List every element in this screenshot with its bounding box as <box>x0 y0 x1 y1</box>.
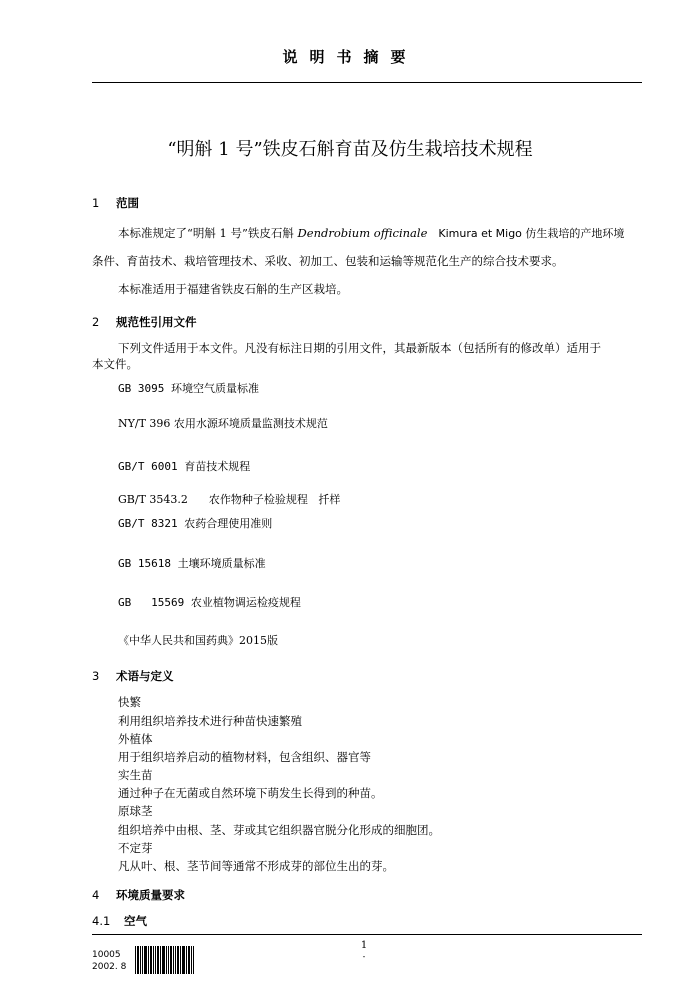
section-number: 1 <box>92 196 100 210</box>
term-definition: 利用组织培养技术进行种苗快速繁殖 <box>118 714 302 728</box>
ref-item: GB/T 6001 育苗技术规程 <box>118 460 251 473</box>
page-number-dash: - <box>362 952 366 961</box>
section-number: 2 <box>92 315 100 329</box>
header-title: 说明书摘要 <box>282 48 418 66</box>
ref-item: NY/T 396 农用水源环境质量监测技术规范 <box>118 417 328 430</box>
ref-item: GB 3095 环境空气质量标准 <box>118 382 259 395</box>
page-number: 1 <box>360 940 368 951</box>
term-name: 实生苗 <box>118 768 153 782</box>
scope-paragraph-2: 本标准适用于福建省铁皮石斛的生产区栽培。 <box>118 282 348 296</box>
section-3-heading <box>92 668 174 684</box>
ref-item: GB/T 8321 农药合理使用准则 <box>118 517 273 530</box>
term-definition: 通过种子在无菌或自然环境下萌发生长得到的种苗。 <box>118 786 383 800</box>
section-4-1-heading <box>92 913 147 929</box>
section-number: 4 <box>92 888 100 902</box>
section-title: 环境质量要求 <box>116 888 185 902</box>
refs-intro-cont: 本文件。 <box>92 357 138 371</box>
term-definition: 凡从叶、根、茎节间等通常不形成芽的部位生出的芽。 <box>118 859 394 873</box>
section-2-heading <box>92 314 197 330</box>
term-definition: 组织培养中由根、茎、芽或其它组织器官脱分化形成的细胞团。 <box>118 823 440 837</box>
footer-rule <box>92 934 642 935</box>
scope-latin-name: Dendrobium officinale <box>297 226 428 240</box>
scope-text-b: Kimura et Migo 仿生栽培的产地环境 <box>438 227 625 240</box>
header-rule <box>92 82 642 83</box>
section-number: 4.1 <box>92 914 111 928</box>
barcode-icon <box>135 946 207 974</box>
section-4-heading <box>92 887 185 903</box>
footer-date: 2002. 8 <box>92 962 127 972</box>
ref-item: 《中华人民共和国药典》2015版 <box>118 634 278 647</box>
term-definition: 用于组织培养启动的植物材料，包含组织、器官等 <box>118 750 371 764</box>
scope-paragraph-1 <box>118 225 648 242</box>
scope-paragraph-1-cont: 条件、育苗技术、栽培管理技术、采收、初加工、包装和运输等规范化生产的综合技术要求。 <box>92 254 564 268</box>
term-name: 外植体 <box>118 732 153 746</box>
term-name: 不定芽 <box>118 841 153 855</box>
section-title: 空气 <box>124 914 147 928</box>
scope-text-a: 本标准规定了“明斛 1 号”铁皮石斛 <box>118 226 298 240</box>
document-title: “明斛 1 号”铁皮石斛育苗及仿生栽培技术规程 <box>167 139 533 160</box>
section-1-heading <box>92 195 139 211</box>
section-title: 术语与定义 <box>116 669 174 683</box>
section-title: 规范性引用文件 <box>116 315 197 329</box>
section-title: 范围 <box>116 196 139 210</box>
ref-item: GB 15618 土壤环境质量标准 <box>118 557 266 570</box>
refs-intro: 下列文件适用于本文件。凡没有标注日期的引用文件，其最新版本（包括所有的修改单）适用于 <box>118 341 601 355</box>
ref-item: GB 15569 农业植物调运检疫规程 <box>118 596 301 609</box>
section-number: 3 <box>92 669 100 683</box>
footer-code: 10005 <box>92 950 121 960</box>
term-name: 快繁 <box>118 695 141 709</box>
ref-item: GB/T 3543.2 农作物种子检验规程 扦样 <box>118 493 341 506</box>
term-name: 原球茎 <box>118 804 153 818</box>
